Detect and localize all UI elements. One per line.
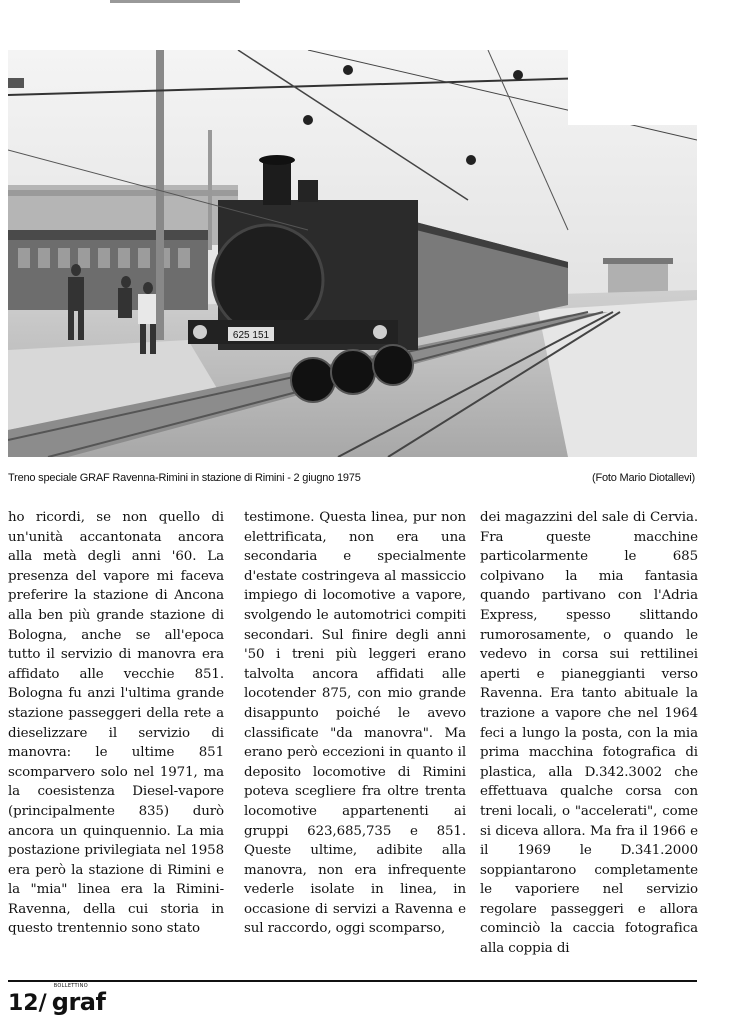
column-text: ho ricordi, se non quello di un'unità accantonata ancora alla metà degli anni '60. La presenza del vapore mi faceva preferire la stazione di Ancona alla ben più grande stazione di Bologna, anche se all'epoca tutto il servizio di manovra era affidato alle vecchie 851. Bologna fu anzi l'ultima grande stazione passeggeri della rete a dieselizzare il servizio di manovra: le ultime 851 scomparvero solo nel 1971, ma la coesistenza Diesel-vapore (principalmente 835) durò ancora un quinquennio. La mia postazione privilegiata nel 1958 era però la stazione di Rimini e la "mia" linea era la Rimini-Ravenna, della cui storia in questo trentennio sono stato	[8, 510, 224, 937]
top-scan-mark	[110, 0, 240, 3]
number-plate: 625 151	[232, 330, 270, 341]
page-number: 12	[8, 991, 39, 1016]
column-2	[244, 508, 466, 939]
photo-caption: Treno speciale GRAF Ravenna-Rimini in stazione di Rimini - 2 giugno 1975	[8, 472, 361, 484]
article-body	[8, 508, 698, 968]
locomotive-photo	[8, 50, 697, 457]
column-3	[480, 508, 698, 959]
page-footer	[8, 983, 106, 1018]
photo-credit: (Foto Mario Diotallevi)	[592, 472, 695, 484]
footer-slash: /	[38, 991, 47, 1016]
graf-logo	[51, 983, 106, 1016]
column-text: testimone. Questa linea, pur non elettrificata, non era una secondaria e specialmente d'estate costringeva al massiccio impiego di locomotive a vapore, svolgendo le automotrici compiti secondari. Sul finire degli anni '50 i treni più leggeri erano talvolta ancora affidati alle locotender 875, con mio grande disappunto poiché le avevo classificate "da manovra". Ma erano però eccezioni in quanto il deposito locomotive di Rimini poteva scegliere fra oltre trenta locomotive appartenenti ai gruppi 623,685,735 e 851. Queste ultime, adibite alla manovra, non era infrequente vederle isolate in linea, in occasione di servizi a Ravenna e sul raccordo, oggi scomparso,	[244, 510, 466, 937]
logo-text: graf	[51, 988, 106, 1016]
column-text: dei magazzini del sale di Cervia. Fra queste macchine particolarmente le 685 colpivano la mia fantasia quando partivano con l'Adria Express, spesso slittando rumorosamente, o quando le vedevo in corsa sui rettilinei aperti e pianeggianti verso Ravenna. Era tanto abituale la trazione a vapore che nel 1964 feci a lungo la posta, con la mia prima macchina fotografica di plastica, alla D.342.3002 che effettuava qualche corsa con treni locali, o "accelerati", come si diceva allora. Ma fra il 1966 e il 1969 le D.341.2000 soppiantarono completamente le vaporiere nel servizio regolare passeggeri e allora cominciò la caccia fotografica alla coppia di	[480, 510, 698, 957]
column-1	[8, 508, 224, 939]
photo-illustration	[8, 50, 697, 457]
logo-subtitle: BOLLETTINO	[53, 983, 88, 989]
footer-rule	[8, 980, 697, 982]
